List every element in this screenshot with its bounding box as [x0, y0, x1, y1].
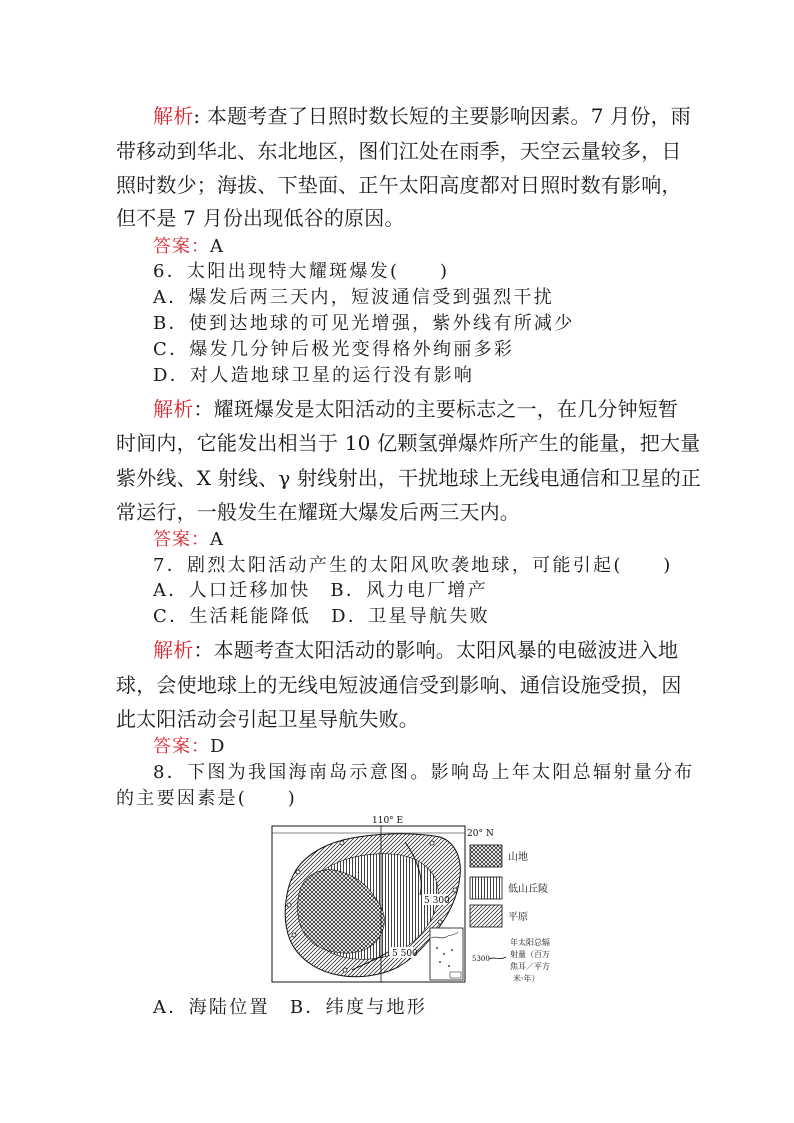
q7-options-row-2 [153, 608, 490, 626]
answer-label: 答案： [153, 236, 210, 257]
legend-label-hills: 低山丘陵 [508, 884, 548, 895]
town-dot [340, 841, 344, 845]
legend-contour-caption-4: 米·年） [513, 974, 540, 983]
q5-analysis-line-4: 但不是 7 月份出现低谷的原因。 [116, 206, 405, 230]
answer-value: A [210, 236, 224, 257]
contour-label-5500: 5 500 [392, 949, 418, 959]
legend-contour-caption-3: 焦耳／平方 [510, 962, 550, 971]
town-dot [292, 933, 296, 937]
q8-option-a: A．海陆位置 [153, 997, 270, 1018]
inset-label-box [450, 972, 461, 978]
q8-options-row-1 [153, 999, 427, 1017]
q6-option-d: D．对人造地球卫星的运行没有影响 [153, 365, 475, 386]
legend-swatch-mountain [470, 845, 502, 867]
parallel-label: 20° N [467, 829, 494, 839]
q7-option-b: B．风力电厂增产 [330, 580, 489, 601]
q6-analysis-line-2: 时间内，它能发出相当于 10 亿颗氢弹爆炸所产生的能量，把大量 [116, 431, 701, 455]
q5-answer [153, 238, 224, 256]
inset-island-dot [451, 949, 453, 951]
answer-label: 答案： [153, 529, 210, 550]
town-dot [296, 870, 300, 874]
legend-swatch-plain [470, 905, 502, 927]
q6-answer [153, 531, 224, 549]
legend-contour-caption-2: 射量（百万 [510, 950, 550, 959]
analysis-label: 解析 [153, 638, 194, 662]
legend-label-plain: 平原 [508, 912, 528, 923]
legend-label-mountain: 山地 [508, 852, 528, 863]
q6-analysis-line-3: 紫外线、X 射线、γ 射线射出，干扰地球上无线电通信和卫星的正 [116, 466, 702, 490]
town-dot [430, 841, 434, 845]
inset-island-dot [448, 965, 450, 967]
analysis-text: ：本题考查太阳活动的影响。太阳风暴的电磁波进入地 [193, 638, 679, 662]
analysis-label: 解析 [153, 397, 194, 421]
town-dot [453, 888, 457, 892]
answer-label: 答案： [153, 736, 210, 757]
q7-analysis-line-1 [153, 640, 678, 660]
q7-option-a: A．人口迁移加快 [153, 580, 311, 601]
inset-map [430, 928, 463, 980]
q7-answer [153, 738, 225, 756]
q7-option-d: D．卫星导航失败 [331, 606, 491, 627]
answer-value: A [210, 529, 224, 550]
q8-stem-line-1: 8．下图为我国海南岛示意图。影响岛上年太阳总辐射量分布 [153, 762, 695, 783]
hainan-island-map [268, 812, 568, 990]
legend-contour-line [489, 957, 506, 959]
analysis-text: ：耀斑爆发是太阳活动的主要标志之一，在几分钟短暂 [193, 397, 679, 421]
contour-label-5300: 5 300 [424, 896, 450, 906]
q7-analysis-line-3: 此太阳活动会引起卫星导航失败。 [116, 707, 419, 731]
q7-analysis-line-2: 球，会使地球上的无线电短波通信受到影响、通信设施受损，因 [116, 673, 682, 697]
town-dot [438, 920, 442, 924]
town-dot [287, 903, 291, 907]
inset-island-dot [439, 961, 441, 963]
q6-option-a: A．爆发后两三天内，短波通信受到强烈干扰 [153, 287, 554, 308]
q8-option-b: B．纬度与地形 [289, 997, 428, 1018]
q6-stem: 6．太阳出现特大耀斑爆发( ) [153, 261, 450, 282]
q5-analysis-line-3: 照时数少；海拔、下垫面、正午太阳高度都对日照时数有影响， [116, 173, 682, 197]
legend-contour-caption-1: 年太阳总辐 [510, 938, 550, 947]
q7-stem: 7．剧烈太阳活动产生的太阳风吹袭地球，可能引起( ) [153, 555, 673, 576]
inset-island-dot [443, 953, 445, 955]
q6-option-c: C．爆发几分钟后极光变得格外绚丽多彩 [153, 339, 515, 360]
q5-analysis-line-2: 带移动到华北、东北地区，图们江处在雨季，天空云量较多，日 [116, 139, 682, 163]
q6-analysis-line-1 [153, 399, 678, 419]
legend-contour-sample: 5300 [472, 955, 490, 963]
town-dot [343, 968, 347, 972]
q7-options-row-1 [153, 582, 488, 600]
inset-island-dot [436, 947, 438, 949]
map-legend [470, 845, 550, 983]
q7-option-c: C．生活耗能降低 [153, 606, 312, 627]
q8-stem-line-2: 的主要因素是( ) [116, 788, 298, 809]
answer-value: D [210, 736, 226, 757]
q6-analysis-line-4: 常运行，一般发生在耀斑大爆发后两三天内。 [116, 500, 520, 524]
analysis-label: 解析 [153, 104, 194, 128]
meridian-label: 110° E [372, 816, 404, 826]
legend-swatch-hills [470, 877, 502, 899]
q6-option-b: B．使到达地球的可见光增强，紫外线有所减少 [153, 313, 575, 334]
analysis-text: : 本题考查了日照时数长短的主要影响因素。7 月份，雨 [193, 104, 691, 128]
q5-analysis-line-1 [153, 106, 691, 126]
